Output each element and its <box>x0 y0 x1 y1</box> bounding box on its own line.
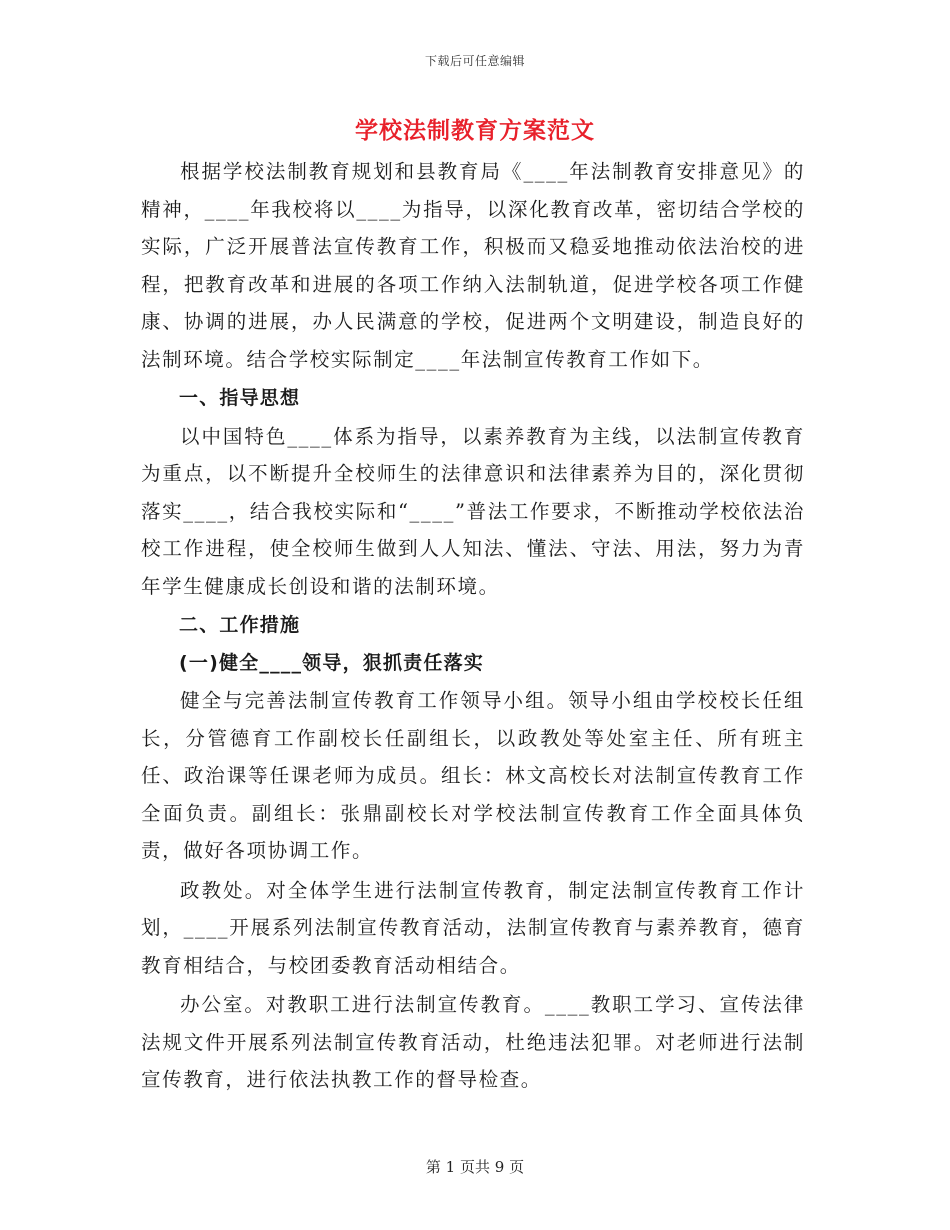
document-title: 学校法制教育方案范文 <box>355 117 595 144</box>
admin-office-paragraph: 办公室。对教职工进行法制宣传教育。____教职工学习、宣传法律法规文件开展系列法制宣传教育活动，杜绝违法犯罪。对老师进行法制宣传教育，进行依法执教工作的督导检查。 <box>141 993 805 1091</box>
leadership-paragraph: 健全与完善法制宣传教育工作领导小组。领导小组由学校校长任组长，分管德育工作副校长任副组长，以政教处等处室主任、所有班主任、政治课等任课老师为成员。组长：林文高校长对法制宣传教育工作全面负责。副组长：张鼎副校长对学校法制宣传教育工作全面具体负责，做好各项协调工作。 <box>141 689 805 862</box>
politics-office-paragraph: 政教处。对全体学生进行法制宣传教育，制定法制宣传教育工作计划，____开展系列法制宣传教育活动，法制宣传教育与素养教育，德育教育相结合，与校团委教育活动相结合。 <box>141 878 805 977</box>
page-number-footer: 第 1 页共 9 页 <box>425 1158 525 1176</box>
subsection-heading-leadership: (一)健全____领导，狠抓责任落实 <box>179 651 484 674</box>
section-heading-work-measures: 二、工作措施 <box>179 614 301 636</box>
page-header-note: 下载后可任意编辑 <box>424 54 525 68</box>
guiding-ideology-paragraph: 以中国特色____体系为指导，以素养教育为主线，以法制宣传教育为重点，以不断提升全校师生的法律意识和法律素养为目的，深化贯彻落实____，结合我校实际和“____”普法工作要求，不断推动学校依法治校工作进程，使全校师生做到人人知法、懂法、守法、用法，努力为青年学生健康成长创设和谐的法制环境。 <box>141 424 805 598</box>
section-heading-guiding-ideology: 一、指导思想 <box>179 387 301 409</box>
intro-paragraph: 根据学校法制教育规划和县教育局《____年法制教育安排意见》的精神，____年我校将以____为指导，以深化教育改革，密切结合学校的实际，广泛开展普法宣传教育工作，积极而又稳妥地推动依法治校的进程，把教育改革和进展的各项工作纳入法制轨道，促进学校各项工作健康、协调的进展，办人民满意的学校，促进两个文明建设，制造良好的法制环境。结合学校实际制定____年法制宣传教育工作如下。 <box>141 160 805 371</box>
document-body <box>141 153 805 1099</box>
